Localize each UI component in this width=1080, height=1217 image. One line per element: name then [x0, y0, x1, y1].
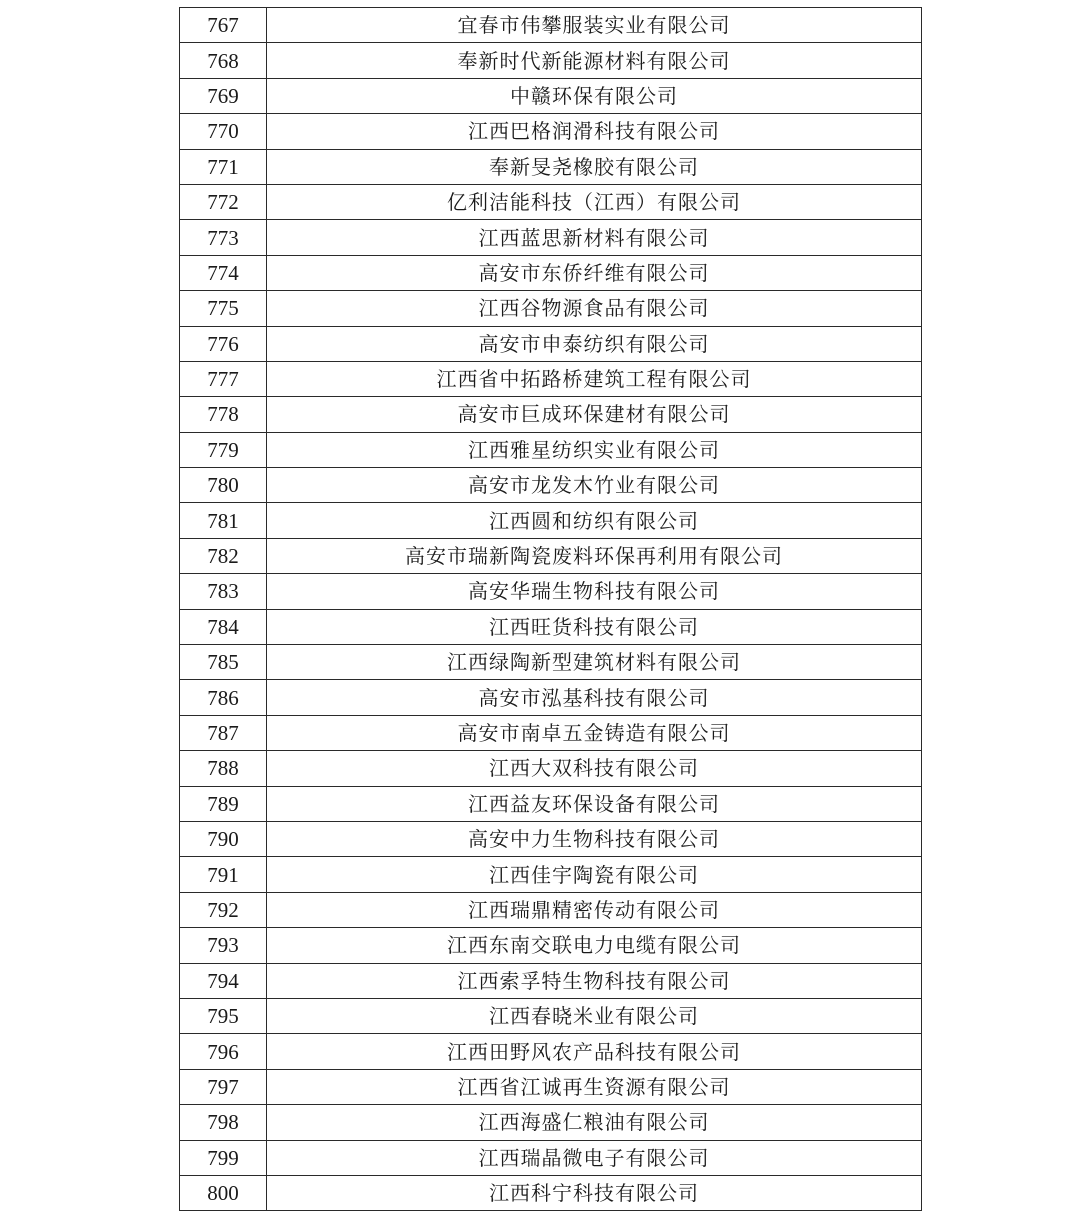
company-name-cell: 高安市东侨纤维有限公司 [267, 255, 922, 290]
table-row [180, 786, 922, 821]
row-number-cell: 800 [180, 1175, 267, 1210]
table-row [180, 928, 922, 963]
table-row [180, 538, 922, 573]
company-name-cell: 江西省江诚再生资源有限公司 [267, 1069, 922, 1104]
row-number-cell: 772 [180, 184, 267, 219]
row-number-cell: 783 [180, 574, 267, 609]
company-name-cell: 高安中力生物科技有限公司 [267, 821, 922, 856]
table-row [180, 892, 922, 927]
table-row [180, 998, 922, 1033]
table-row [180, 397, 922, 432]
row-number-cell: 771 [180, 149, 267, 184]
table-row [180, 1140, 922, 1175]
row-number-cell: 769 [180, 78, 267, 113]
table-row [180, 43, 922, 78]
row-number-cell: 794 [180, 963, 267, 998]
table-row [180, 503, 922, 538]
row-number-cell: 785 [180, 645, 267, 680]
row-number-cell: 797 [180, 1069, 267, 1104]
row-number-cell: 776 [180, 326, 267, 361]
company-name-cell: 江西圆和纺织有限公司 [267, 503, 922, 538]
table-row [180, 609, 922, 644]
table-row [180, 1069, 922, 1104]
company-name-cell: 江西蓝思新材料有限公司 [267, 220, 922, 255]
company-list-sheet [179, 7, 922, 1211]
company-name-cell: 江西雅星纺织实业有限公司 [267, 432, 922, 467]
company-name-cell: 江西益友环保设备有限公司 [267, 786, 922, 821]
company-name-cell: 江西海盛仁粮油有限公司 [267, 1105, 922, 1140]
table-row [180, 645, 922, 680]
row-number-cell: 788 [180, 751, 267, 786]
row-number-cell: 799 [180, 1140, 267, 1175]
company-name-cell: 高安华瑞生物科技有限公司 [267, 574, 922, 609]
table-row [180, 361, 922, 396]
company-name-cell: 江西佳宇陶瓷有限公司 [267, 857, 922, 892]
company-name-cell: 高安市泓基科技有限公司 [267, 680, 922, 715]
company-name-cell: 高安市申泰纺织有限公司 [267, 326, 922, 361]
company-name-cell: 江西春晓米业有限公司 [267, 998, 922, 1033]
table-row [180, 1175, 922, 1210]
company-name-cell: 江西旺货科技有限公司 [267, 609, 922, 644]
table-row [180, 114, 922, 149]
table-row [180, 468, 922, 503]
table-row [180, 963, 922, 998]
table-row [180, 432, 922, 467]
company-name-cell: 江西省中拓路桥建筑工程有限公司 [267, 361, 922, 396]
company-name-cell: 江西瑞晶微电子有限公司 [267, 1140, 922, 1175]
company-name-cell: 高安市巨成环保建材有限公司 [267, 397, 922, 432]
row-number-cell: 796 [180, 1034, 267, 1069]
company-list-body [180, 8, 922, 1211]
row-number-cell: 790 [180, 821, 267, 856]
row-number-cell: 793 [180, 928, 267, 963]
table-row [180, 1034, 922, 1069]
company-name-cell: 中赣环保有限公司 [267, 78, 922, 113]
company-name-cell: 江西大双科技有限公司 [267, 751, 922, 786]
row-number-cell: 791 [180, 857, 267, 892]
company-name-cell: 高安市龙发木竹业有限公司 [267, 468, 922, 503]
table-row [180, 821, 922, 856]
row-number-cell: 789 [180, 786, 267, 821]
row-number-cell: 767 [180, 8, 267, 43]
company-name-cell: 亿利洁能科技（江西）有限公司 [267, 184, 922, 219]
row-number-cell: 768 [180, 43, 267, 78]
company-list-table [179, 7, 922, 1211]
table-row [180, 1105, 922, 1140]
row-number-cell: 786 [180, 680, 267, 715]
row-number-cell: 778 [180, 397, 267, 432]
row-number-cell: 777 [180, 361, 267, 396]
company-name-cell: 高安市瑞新陶瓷废料环保再利用有限公司 [267, 538, 922, 573]
company-name-cell: 江西绿陶新型建筑材料有限公司 [267, 645, 922, 680]
table-row [180, 857, 922, 892]
company-name-cell: 高安市南卓五金铸造有限公司 [267, 715, 922, 750]
table-row [180, 78, 922, 113]
row-number-cell: 775 [180, 291, 267, 326]
table-row [180, 184, 922, 219]
company-name-cell: 江西东南交联电力电缆有限公司 [267, 928, 922, 963]
row-number-cell: 773 [180, 220, 267, 255]
table-row [180, 220, 922, 255]
table-row [180, 255, 922, 290]
table-row [180, 326, 922, 361]
row-number-cell: 779 [180, 432, 267, 467]
row-number-cell: 770 [180, 114, 267, 149]
table-row [180, 680, 922, 715]
row-number-cell: 780 [180, 468, 267, 503]
row-number-cell: 781 [180, 503, 267, 538]
table-row [180, 291, 922, 326]
company-name-cell: 奉新旻尧橡胶有限公司 [267, 149, 922, 184]
row-number-cell: 787 [180, 715, 267, 750]
company-name-cell: 江西谷物源食品有限公司 [267, 291, 922, 326]
table-row [180, 715, 922, 750]
table-row [180, 8, 922, 43]
row-number-cell: 798 [180, 1105, 267, 1140]
row-number-cell: 792 [180, 892, 267, 927]
table-row [180, 751, 922, 786]
row-number-cell: 774 [180, 255, 267, 290]
row-number-cell: 782 [180, 538, 267, 573]
company-name-cell: 宜春市伟攀服装实业有限公司 [267, 8, 922, 43]
row-number-cell: 795 [180, 998, 267, 1033]
company-name-cell: 奉新时代新能源材料有限公司 [267, 43, 922, 78]
row-number-cell: 784 [180, 609, 267, 644]
company-name-cell: 江西索孚特生物科技有限公司 [267, 963, 922, 998]
table-row [180, 149, 922, 184]
company-name-cell: 江西科宁科技有限公司 [267, 1175, 922, 1210]
company-name-cell: 江西田野风农产品科技有限公司 [267, 1034, 922, 1069]
company-name-cell: 江西巴格润滑科技有限公司 [267, 114, 922, 149]
table-row [180, 574, 922, 609]
company-name-cell: 江西瑞鼎精密传动有限公司 [267, 892, 922, 927]
